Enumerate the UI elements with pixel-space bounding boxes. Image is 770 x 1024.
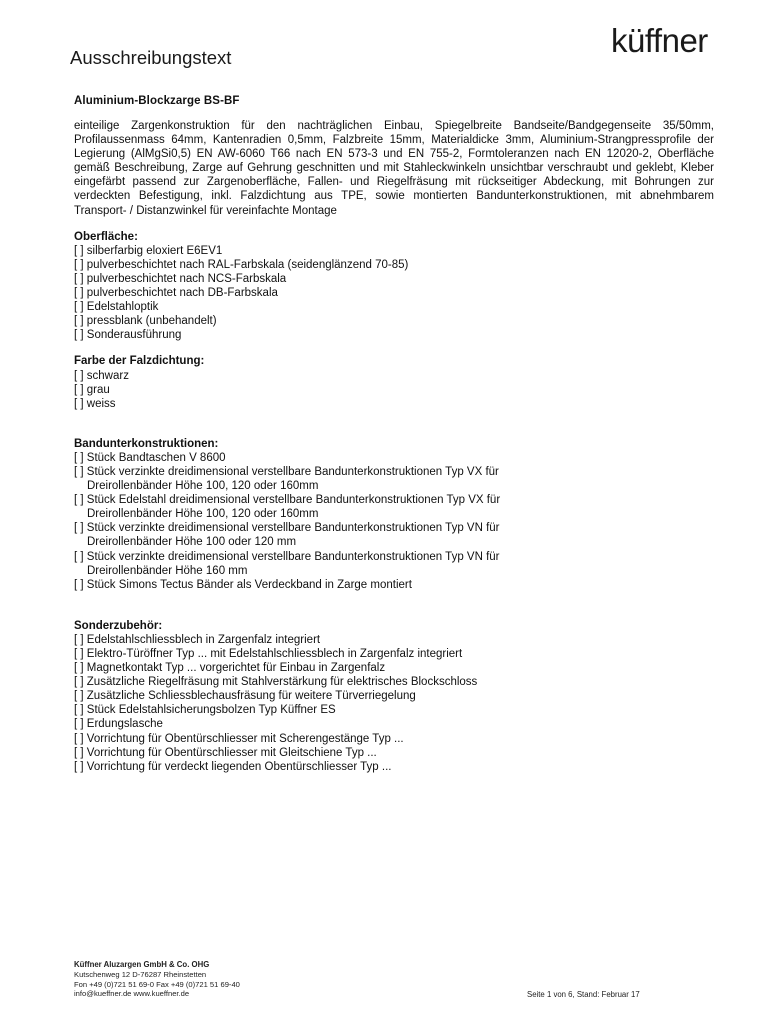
section-heading: Sonderzubehör: bbox=[74, 619, 163, 632]
section-falzdichtung bbox=[74, 354, 714, 410]
list-item: [ ] Stück Simons Tectus Bänder als Verdeckband in Zarge montiert bbox=[74, 578, 412, 591]
footer-phone: Fon +49 (0)721 51 69-0 Fax +49 (0)721 51 69-40 bbox=[74, 979, 240, 989]
list-item: [ ] pulverbeschichtet nach NCS-Farbskala bbox=[74, 272, 287, 285]
product-description: einteilige Zargenkonstruktion für den nachträglichen Einbau, Spiegelbreite Bandseite/Bandgegenseite 35/50mm, Profilaussenmass 64mm, Kantenradien 0,5mm, Falzbreite 15mm, Materialdicke 3mm, Aluminium-Strangpressprofile der Legierung (AlMgSi0,5) EN AW-6060 T66 nach EN 573-3 und EN 755-2, Formtoleranzen nach EN 12020-2, Oberfläche gemäß Beschreibung, Zarge auf Gehrung geschnitten und mit Stahleckwinkeln unsichtbar verschraubt und geklebt, Kleber eingefärbt passend zur Zargenoberfläche, Fallen- und Riegelfräsung mit rückseitiger Abdeckung, mit Bohrungen zur verdeckten Befestigung, inkl. Falzdichtung aus TPE, sowie montierten Bandunterkonstruktionen, mit abnehmbarem Transport- / Distanzwinkel für vereinfachte Montage bbox=[74, 120, 714, 217]
list-item: [ ] Magnetkontakt Typ ... vorgerichtet für Einbau in Zargenfalz bbox=[74, 662, 386, 675]
list-item: [ ] Stück verzinkte dreidimensional verstellbare Bandunterkonstruktionen Typ VN für bbox=[74, 522, 500, 535]
list-item: [ ] Stück Edelstahl dreidimensional verstellbare Bandunterkonstruktionen Typ VX für bbox=[74, 494, 501, 507]
list-item-continuation: Dreirollenbänder Höhe 160 mm bbox=[87, 564, 248, 577]
list-item: [ ] pulverbeschichtet nach RAL-Farbskala (seidenglänzend 70-85) bbox=[74, 258, 409, 271]
list-item: [ ] schwarz bbox=[74, 369, 129, 382]
list-item: [ ] Elektro-Türöffner Typ ... mit Edelstahlschliessblech in Zargenfalz integriert bbox=[74, 648, 463, 660]
list-item: [ ] Edelstahloptik bbox=[74, 301, 159, 314]
footer-web: info@kueffner.de www.kueffner.de bbox=[74, 989, 190, 999]
footer-page-info: Seite 1 von 6, Stand: Februar 17 bbox=[527, 990, 640, 999]
document-title: Ausschreibungstext bbox=[70, 47, 232, 68]
list-item: [ ] Vorrichtung für verdeckt liegenden Obentürschliesser Typ ... bbox=[74, 760, 392, 773]
list-item: [ ] silberfarbig eloxiert E6EV1 bbox=[74, 244, 223, 257]
list-item: [ ] Erdungslasche bbox=[74, 718, 163, 731]
section-heading: Bandunterkonstruktionen: bbox=[74, 437, 219, 450]
kueffner-logo: küffner bbox=[611, 22, 708, 59]
section-heading: Oberfläche: bbox=[74, 230, 138, 243]
list-item-continuation: Dreirollenbänder Höhe 100, 120 oder 160mm bbox=[87, 480, 319, 493]
list-item: [ ] Sonderausführung bbox=[74, 329, 182, 342]
list-item: [ ] pulverbeschichtet nach DB-Farbskala bbox=[74, 287, 278, 300]
section-heading: Farbe der Falzdichtung: bbox=[74, 355, 205, 368]
main-content bbox=[74, 95, 714, 774]
list-item: [ ] grau bbox=[74, 383, 110, 396]
list-item: [ ] Zusätzliche Schliessblechausfräsung für weitere Türverriegelung bbox=[74, 690, 416, 703]
footer-address: Kutschenweg 12 D-76287 Rheinstetten bbox=[74, 969, 207, 979]
list-item: [ ] Vorrichtung für Obentürschliesser mit Scherengestänge Typ ... bbox=[74, 732, 404, 745]
list-item: [ ] Vorrichtung für Obentürschliesser mit Gleitschiene Typ ... bbox=[74, 746, 377, 759]
section-sonderzubehoer bbox=[74, 619, 714, 774]
list-item: [ ] weiss bbox=[74, 397, 116, 410]
product-subtitle: Aluminium-Blockzarge BS-BF bbox=[74, 95, 240, 107]
list-item: [ ] Stück Edelstahlsicherungsbolzen Typ Küffner ES bbox=[74, 704, 336, 717]
list-item: [ ] Zusätzliche Riegelfräsung mit Stahlverstärkung für elektrisches Blockschloss bbox=[74, 676, 478, 689]
list-item-continuation: Dreirollenbänder Höhe 100 oder 120 mm bbox=[87, 536, 297, 549]
section-bandunterkonstruktionen bbox=[74, 437, 714, 592]
list-item: [ ] pressblank (unbehandelt) bbox=[74, 315, 217, 328]
list-item: [ ] Edelstahlschliessblech in Zargenfalz integriert bbox=[74, 633, 321, 646]
footer-company: Küffner Aluzargen GmbH & Co. OHG bbox=[74, 960, 210, 969]
list-item: [ ] Stück Bandtaschen V 8600 bbox=[74, 451, 226, 464]
footer-address-block bbox=[74, 960, 240, 999]
list-item-continuation: Dreirollenbänder Höhe 100, 120 oder 160mm bbox=[87, 508, 319, 521]
list-item: [ ] Stück verzinkte dreidimensional verstellbare Bandunterkonstruktionen Typ VN für bbox=[74, 550, 500, 563]
section-oberflaeche bbox=[74, 230, 714, 343]
list-item: [ ] Stück verzinkte dreidimensional verstellbare Bandunterkonstruktionen Typ VX für bbox=[74, 465, 499, 478]
